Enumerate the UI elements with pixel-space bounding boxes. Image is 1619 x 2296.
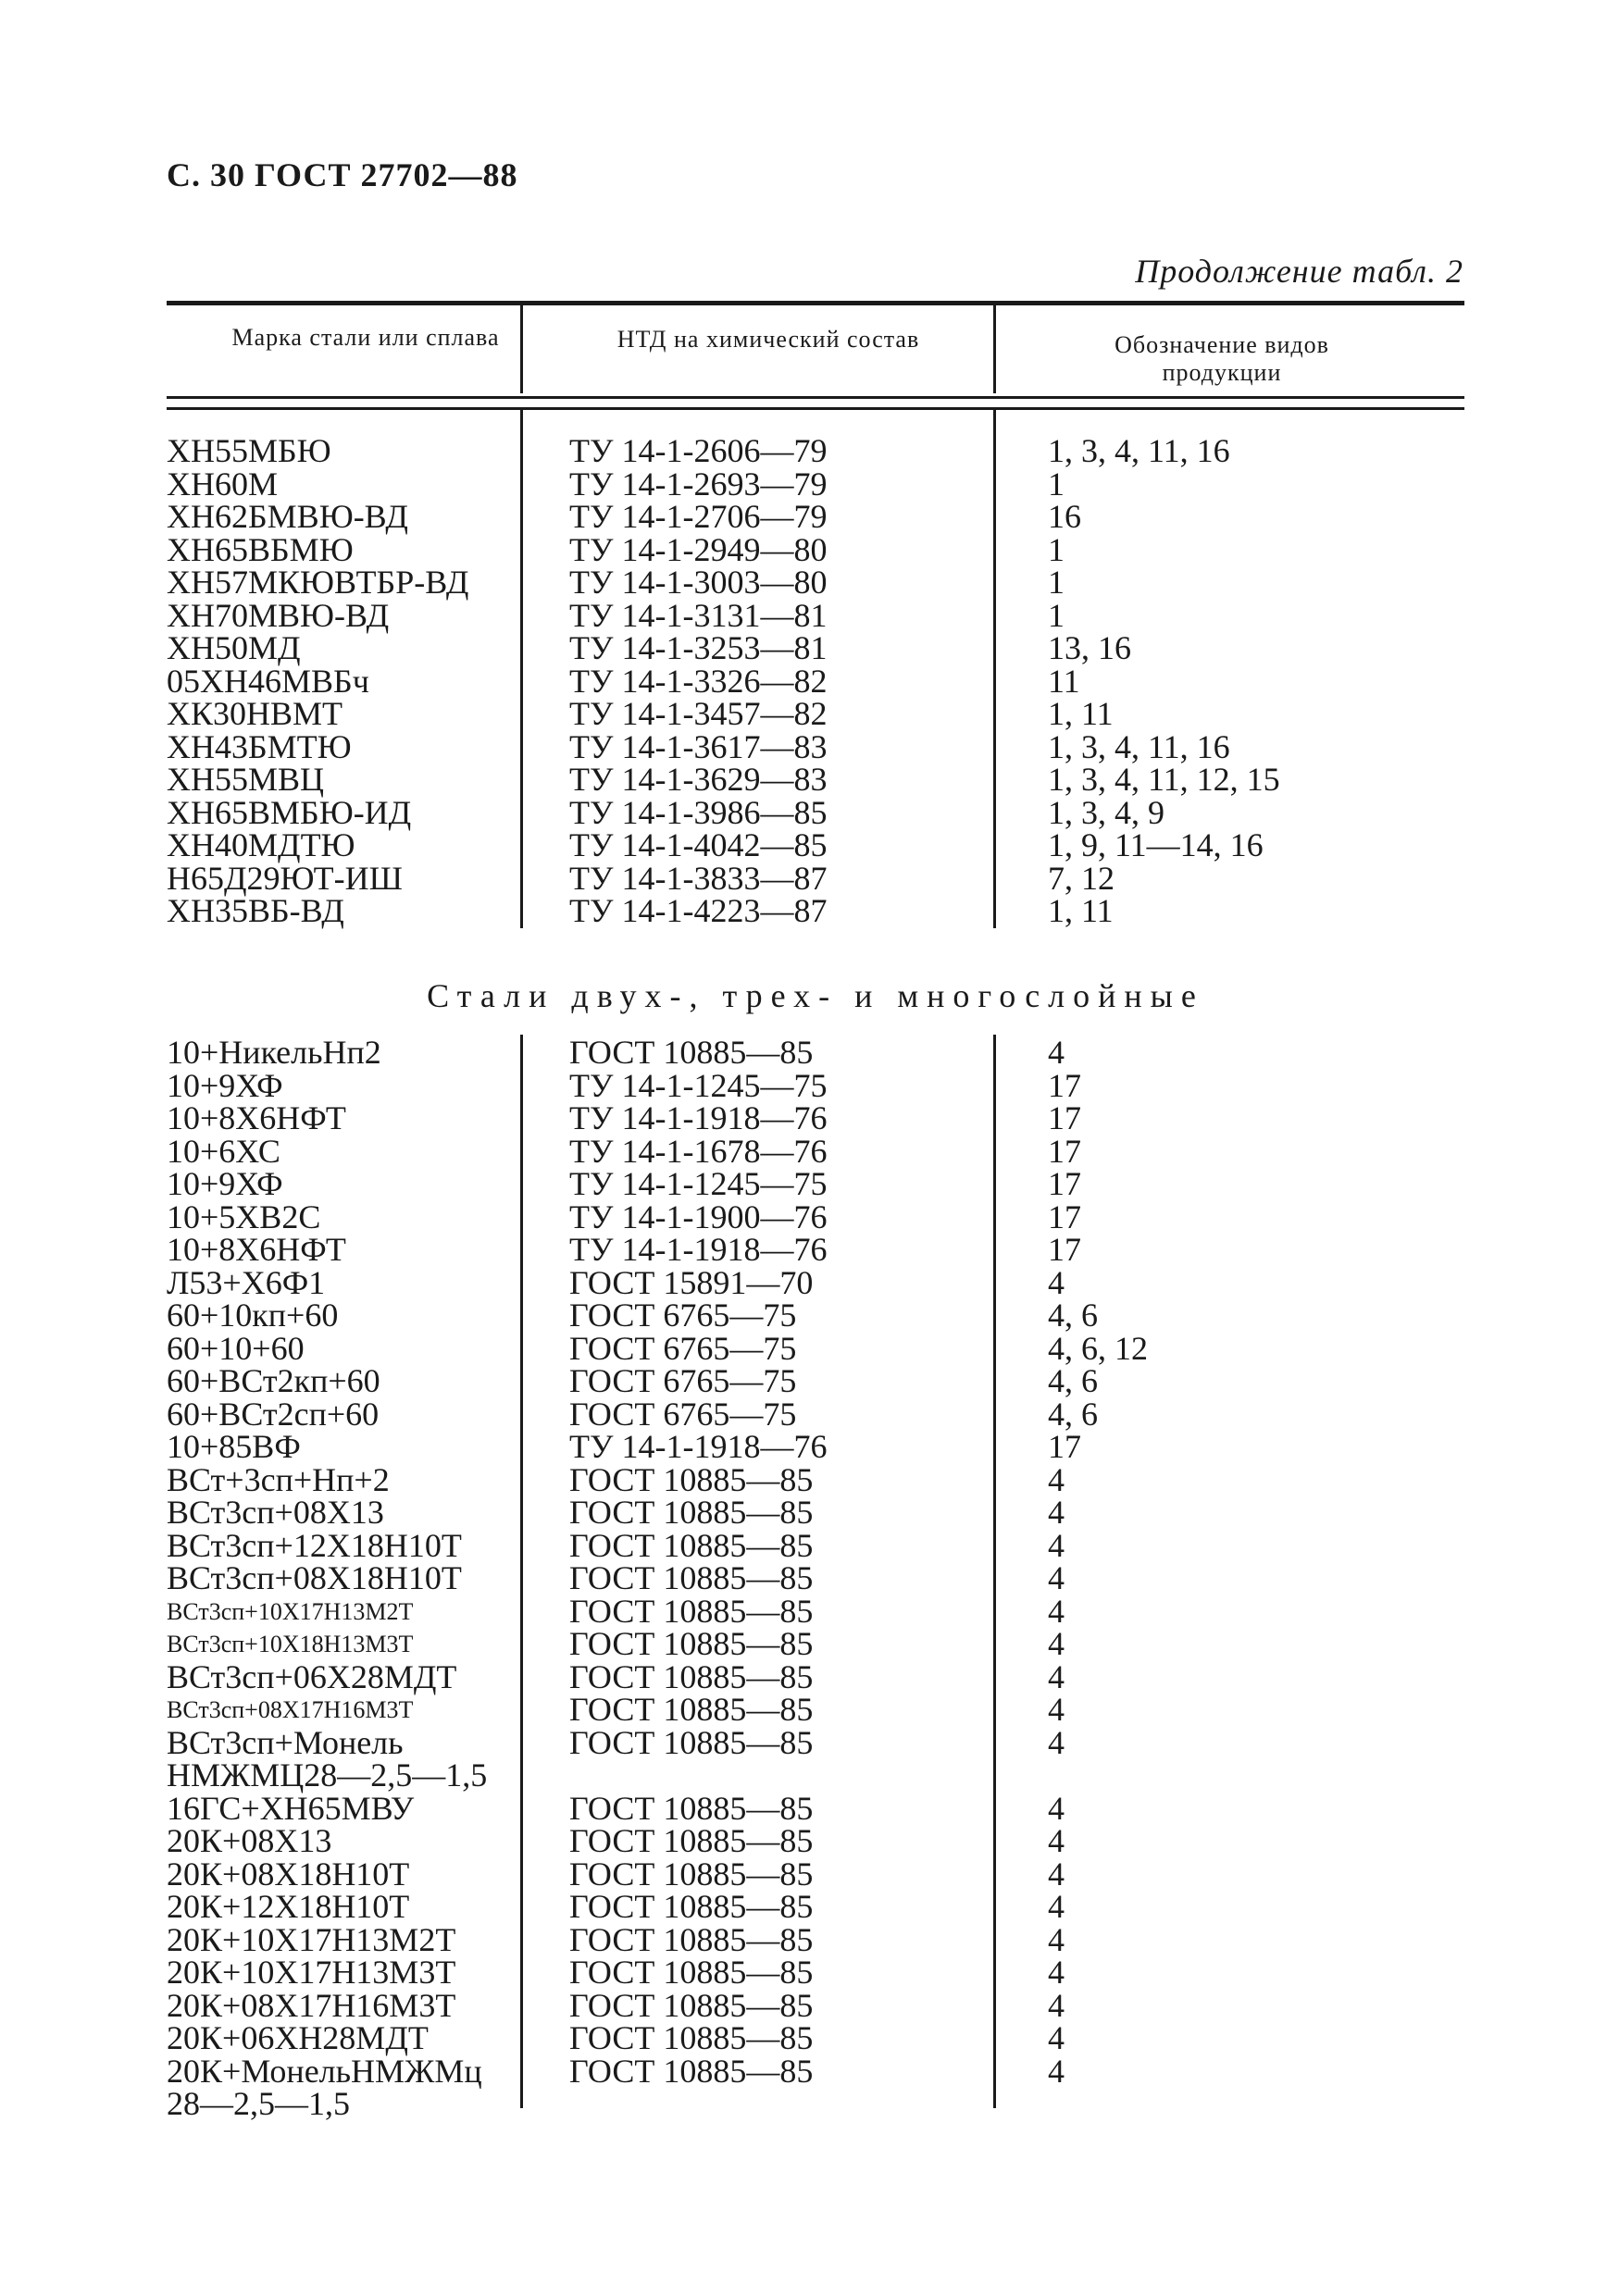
table-row	[167, 892, 1464, 929]
products-cell: 4	[1048, 1526, 1065, 1564]
products-cell: 4, 6	[1048, 1297, 1098, 1334]
grade-cell: 10+9ХФ	[167, 1165, 283, 1202]
products-cell: 4	[1048, 1920, 1065, 1958]
table-row	[167, 859, 1464, 897]
table-group-1	[167, 432, 1464, 929]
grade-cell: 60+10кп+60	[167, 1297, 339, 1334]
ntd-cell: ГОСТ 10885—85	[569, 1034, 814, 1071]
table-row	[167, 530, 1464, 568]
products-cell: 17	[1048, 1198, 1081, 1235]
table-row	[167, 763, 1464, 797]
table-row	[167, 793, 1464, 831]
grade-cell: ХН70МВЮ-ВД	[167, 596, 390, 634]
ntd-cell: ТУ 14-1-3986—85	[569, 793, 828, 831]
col-header-grade	[190, 324, 542, 352]
products-cell: 1, 3, 4, 9	[1048, 793, 1164, 831]
grade-cell: 20К+10Х17Н13М2Т	[167, 1920, 456, 1958]
products-cell: 7, 12	[1048, 859, 1115, 897]
grade-cell: 20К+МонельНМЖМц	[167, 2052, 482, 2090]
grade-cell: 20К+10Х17Н13М3Т	[167, 1954, 456, 1991]
grade-cell: Л53+Х6Ф1	[167, 1263, 326, 1301]
products-cell: 1, 11	[1048, 695, 1114, 732]
table-row	[167, 1496, 1464, 1530]
table-row	[167, 1592, 1464, 1630]
grade-cell: ВСт+3сп+Нп+2	[167, 1460, 390, 1498]
header-separator-1	[520, 305, 523, 393]
products-cell: 4	[1048, 1789, 1065, 1827]
ntd-cell: ТУ 14-1-3253—81	[569, 629, 828, 666]
products-cell: 4	[1048, 1855, 1065, 1893]
ntd-cell: ТУ 14-1-3003—80	[569, 564, 828, 601]
grade-cell: ВСт3сп+08Х13	[167, 1494, 384, 1531]
products-cell: 1, 3, 4, 11, 16	[1048, 432, 1230, 469]
ntd-cell: ТУ 14-1-2949—80	[569, 530, 828, 568]
grade-cell: 10+6ХС	[167, 1132, 280, 1170]
grade-cell: ВСт3сп+06Х28МДТ	[167, 1657, 457, 1695]
table-group-2	[167, 1036, 1464, 2121]
grade-cell: 05ХН46МВБч	[167, 662, 369, 700]
products-cell: 4	[1048, 1034, 1065, 1071]
table-row	[167, 1362, 1464, 1399]
grade-cell: 60+10+60	[167, 1329, 305, 1367]
ntd-cell: ТУ 14-1-1245—75	[569, 1165, 828, 1202]
products-cell: 4	[1048, 1559, 1065, 1596]
col-header-products-text: Обозначение видов продукции	[1115, 331, 1329, 386]
table-row	[167, 1657, 1464, 1695]
table-row	[167, 1428, 1464, 1465]
grade-cell: ВСт3сп+12Х18Н10Т	[167, 1526, 462, 1564]
ntd-cell: ГОСТ 10885—85	[569, 1888, 814, 1925]
ntd-cell: ТУ 14-1-3617—83	[569, 727, 828, 765]
products-cell: 4, 6	[1048, 1362, 1098, 1399]
grade-cell: 10+НикельНп2	[167, 1034, 381, 1071]
ntd-cell: ТУ 14-1-4042—85	[569, 826, 828, 863]
products-cell: 4	[1048, 1888, 1065, 1925]
products-cell: 17	[1048, 1132, 1081, 1170]
table-row	[167, 1822, 1464, 1859]
table-caption: Продолжение табл. 2	[1135, 253, 1463, 290]
products-cell: 1, 3, 4, 11, 16	[1048, 727, 1230, 765]
products-cell: 4	[1048, 1822, 1065, 1859]
grade-cell: 10+8Х6НФТ	[167, 1099, 346, 1136]
grade-cell: НМЖМЦ28—2,5—1,5	[167, 1756, 488, 1793]
grade-cell: ВСт3сп+Монель	[167, 1723, 404, 1761]
products-cell: 4	[1048, 1263, 1065, 1301]
grade-cell: ВСт3сп+08Х18Н10Т	[167, 1559, 462, 1596]
table-row	[167, 1066, 1464, 1104]
products-cell: 17	[1048, 1428, 1081, 1465]
ntd-cell: ГОСТ 10885—85	[569, 1592, 814, 1630]
grade-cell: 60+ВСт2кп+60	[167, 1362, 380, 1399]
grade-cell: 20К+06ХН28МДТ	[167, 2019, 429, 2056]
header-rule-2	[167, 407, 1464, 410]
grade-cell: ХН60М	[167, 465, 279, 503]
table-row	[167, 1855, 1464, 1893]
table-row	[167, 629, 1464, 666]
table-row	[167, 1165, 1464, 1202]
ntd-cell: ГОСТ 10885—85	[569, 1460, 814, 1498]
ntd-cell: ГОСТ 10885—85	[569, 2019, 814, 2056]
ntd-cell: ТУ 14-1-1918—76	[569, 1231, 828, 1268]
header-rule-1	[167, 396, 1464, 399]
table-row	[167, 1198, 1464, 1235]
products-cell: 4	[1048, 1691, 1065, 1728]
ntd-cell: ТУ 14-1-2606—79	[569, 432, 828, 469]
ntd-cell: ГОСТ 10885—85	[569, 1691, 814, 1728]
table-row	[167, 1231, 1464, 1268]
col-header-ntd-text: НТД на химический состав	[616, 326, 920, 353]
table-row	[167, 727, 1464, 765]
grade-cell: 20К+08Х17Н16М3Т	[167, 1986, 456, 2024]
products-cell: 1	[1048, 564, 1065, 601]
grade-cell: ХК30НВМТ	[167, 695, 343, 732]
table-row	[167, 498, 1464, 535]
grade-cell: 10+9ХФ	[167, 1066, 283, 1104]
products-cell: 17	[1048, 1231, 1081, 1268]
ntd-cell: ГОСТ 10885—85	[569, 2052, 814, 2090]
products-cell: 4	[1048, 2052, 1065, 2090]
ntd-cell: ГОСТ 6765—75	[569, 1297, 797, 1334]
table-row	[167, 662, 1464, 700]
table-row	[167, 1329, 1464, 1367]
grade-cell: ХН57МКЮВТБР-ВД	[167, 564, 469, 601]
grade-cell: ХН62БМВЮ-ВД	[167, 498, 408, 535]
grade-cell: ВСт3сп+10Х17Н13М2Т	[167, 1597, 414, 1625]
grade-cell: 20К+12Х18Н10Т	[167, 1888, 410, 1925]
products-cell: 4	[1048, 1986, 1065, 2024]
grade-cell: ВСт3сп+10Х18Н13М3Т	[167, 1631, 414, 1657]
table-row	[167, 1956, 1464, 1990]
grade-cell: ХН43БМТЮ	[167, 727, 352, 765]
ntd-cell: ТУ 14-1-3131—81	[569, 596, 828, 634]
ntd-cell: ГОСТ 10885—85	[569, 1723, 814, 1761]
products-cell: 4	[1048, 1592, 1065, 1630]
section-title: Стали двух-, трех- и многослойные	[427, 977, 1204, 1014]
col-header-grade-text: Марка стали или сплава	[231, 324, 500, 351]
table-row	[167, 1691, 1464, 1728]
table-row	[167, 566, 1464, 600]
ntd-cell: ГОСТ 10885—85	[569, 1657, 814, 1695]
page-header: С. 30 ГОСТ 27702—88	[167, 156, 518, 193]
ntd-cell: ТУ 14-1-3326—82	[569, 662, 828, 700]
ntd-cell: ГОСТ 6765—75	[569, 1329, 797, 1367]
products-cell: 1	[1048, 596, 1065, 634]
products-cell: 4, 6	[1048, 1395, 1098, 1433]
table-row	[167, 1132, 1464, 1170]
col-header-products	[1055, 331, 1389, 387]
table-row	[167, 1099, 1464, 1136]
ntd-cell: ТУ 14-1-1918—76	[569, 1099, 828, 1136]
ntd-cell: ГОСТ 15891—70	[569, 1263, 814, 1301]
table-row	[167, 1920, 1464, 1958]
ntd-cell: ГОСТ 10885—85	[569, 1822, 814, 1859]
ntd-cell: ТУ 14-1-3457—82	[569, 695, 828, 732]
grade-cell: 28—2,5—1,5	[167, 2085, 350, 2122]
ntd-cell: ГОСТ 10885—85	[569, 1986, 814, 2024]
grade-cell: 10+5ХВ2С	[167, 1198, 321, 1235]
ntd-cell: ТУ 14-1-3629—83	[569, 761, 828, 798]
products-cell: 4	[1048, 1954, 1065, 1991]
grade-cell: ХН50МД	[167, 629, 301, 666]
table-row	[167, 1299, 1464, 1333]
ntd-cell: ГОСТ 10885—85	[569, 1494, 814, 1531]
grade-cell: 16ГС+ХН65МВУ	[167, 1789, 415, 1827]
grade-cell: ХН40МДТЮ	[167, 826, 355, 863]
header-separator-2	[993, 305, 996, 393]
products-cell: 4	[1048, 1460, 1065, 1498]
ntd-cell: ТУ 14-1-2706—79	[569, 498, 828, 535]
col-header-ntd	[555, 326, 981, 354]
ntd-cell: ТУ 14-1-1678—76	[569, 1132, 828, 1170]
table-row	[167, 1395, 1464, 1433]
products-cell: 4	[1048, 1723, 1065, 1761]
ntd-cell: ГОСТ 10885—85	[569, 1920, 814, 1958]
grade-cell: 20К+08Х13	[167, 1822, 332, 1859]
products-cell: 4	[1048, 2019, 1065, 2056]
grade-cell: 10+8Х6НФТ	[167, 1231, 346, 1268]
grade-cell: ХН65ВМБЮ-ИД	[167, 793, 412, 831]
ntd-cell: ГОСТ 6765—75	[569, 1395, 797, 1433]
products-cell: 17	[1048, 1165, 1081, 1202]
products-cell: 17	[1048, 1066, 1081, 1104]
grade-cell: ХН35ВБ-ВД	[167, 892, 344, 929]
grade-cell: ХН55МБЮ	[167, 432, 331, 469]
table-row	[167, 1789, 1464, 1827]
table-row	[167, 1625, 1464, 1662]
table-row	[167, 1888, 1464, 1925]
products-cell: 1, 11	[1048, 892, 1114, 929]
table-row	[167, 465, 1464, 503]
ntd-cell: ГОСТ 10885—85	[569, 1954, 814, 1991]
products-cell: 17	[1048, 1099, 1081, 1136]
table-row	[167, 1986, 1464, 2024]
grade-cell: 10+85ВФ	[167, 1428, 301, 1465]
grade-cell: 60+ВСт2сп+60	[167, 1395, 380, 1433]
ntd-cell: ГОСТ 6765—75	[569, 1362, 797, 1399]
ntd-cell: ТУ 14-1-2693—79	[569, 465, 828, 503]
ntd-cell: ТУ 14-1-4223—87	[569, 892, 828, 929]
ntd-cell: ТУ 14-1-1245—75	[569, 1066, 828, 1104]
table-row	[167, 1723, 1464, 1761]
ntd-cell: ТУ 14-1-3833—87	[569, 859, 828, 897]
table-row	[167, 1460, 1464, 1498]
ntd-cell: ГОСТ 10885—85	[569, 1559, 814, 1596]
ntd-cell: ГОСТ 10885—85	[569, 1855, 814, 1893]
grade-cell: ХН65ВБМЮ	[167, 530, 354, 568]
ntd-cell: ГОСТ 10885—85	[569, 1625, 814, 1662]
table-row	[167, 2019, 1464, 2056]
table-row	[167, 2052, 1464, 2090]
grade-cell: 20К+08Х18Н10Т	[167, 1855, 410, 1893]
products-cell: 1	[1048, 530, 1065, 568]
table-row	[167, 695, 1464, 732]
table-row	[167, 1756, 1464, 1793]
table-row	[167, 826, 1464, 863]
grade-cell: ВСт3сп+08Х17Н16М3Т	[167, 1696, 414, 1723]
products-cell: 4	[1048, 1494, 1065, 1531]
products-cell: 4, 6, 12	[1048, 1329, 1148, 1367]
products-cell: 1, 3, 4, 11, 12, 15	[1048, 761, 1280, 798]
ntd-cell: ТУ 14-1-1918—76	[569, 1428, 828, 1465]
ntd-cell: ГОСТ 10885—85	[569, 1789, 814, 1827]
table-row	[167, 1559, 1464, 1596]
products-cell: 1, 9, 11—14, 16	[1048, 826, 1264, 863]
table-row	[167, 1526, 1464, 1564]
products-cell: 11	[1048, 662, 1080, 700]
table-row	[167, 432, 1464, 469]
ntd-cell: ГОСТ 10885—85	[569, 1526, 814, 1564]
table-top-rule	[167, 301, 1464, 305]
table-row	[167, 596, 1464, 634]
products-cell: 1	[1048, 465, 1065, 503]
table-row	[167, 1036, 1464, 1070]
products-cell: 4	[1048, 1657, 1065, 1695]
products-cell: 13, 16	[1048, 629, 1131, 666]
grade-cell: ХН55МВЦ	[167, 761, 325, 798]
grade-cell: Н65Д29ЮТ-ИШ	[167, 859, 403, 897]
table-row	[167, 1263, 1464, 1301]
products-cell: 4	[1048, 1625, 1065, 1662]
table-row	[167, 2085, 1464, 2122]
ntd-cell: ТУ 14-1-1900—76	[569, 1198, 828, 1235]
products-cell: 16	[1048, 498, 1081, 535]
